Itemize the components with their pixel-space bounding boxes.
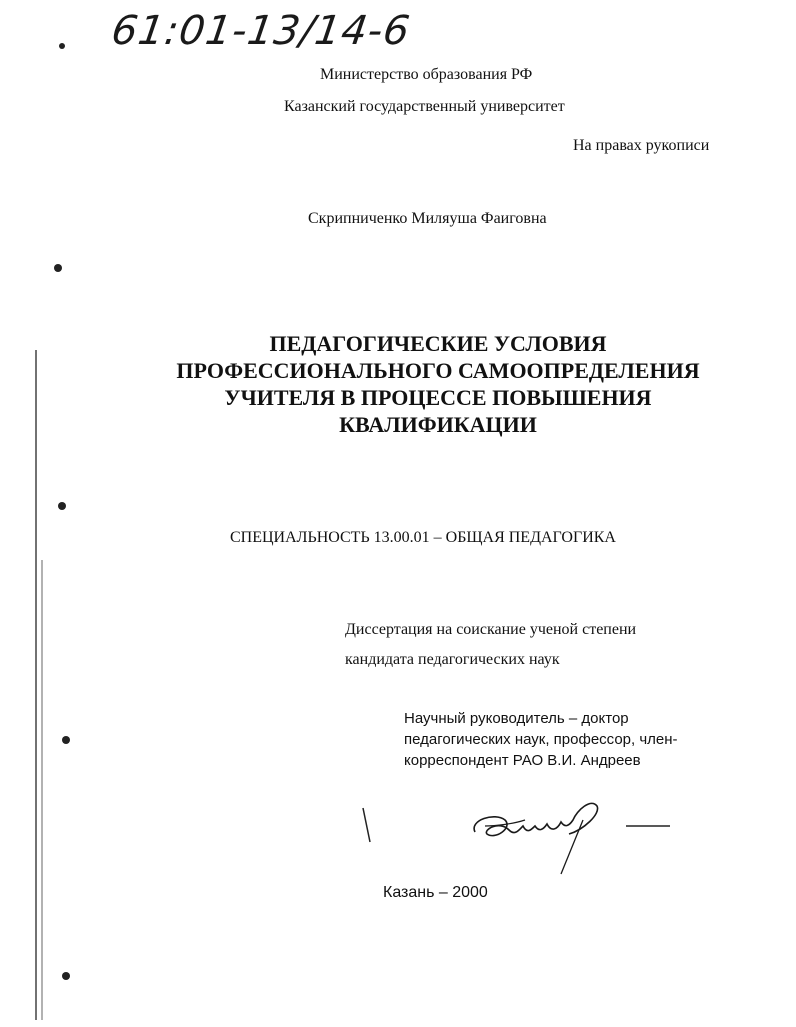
supervisor-line: Научный руководитель – доктор <box>404 710 629 727</box>
title-line: КВАЛИФИКАЦИИ <box>339 412 537 437</box>
specialty: СПЕЦИАЛЬНОСТЬ 13.00.01 – ОБЩАЯ ПЕДАГОГИКА <box>230 529 616 546</box>
ministry-name: Министерство образования РФ <box>320 66 533 83</box>
punch-hole-mark <box>58 502 66 510</box>
punch-hole-mark <box>62 972 70 980</box>
signature <box>465 790 615 880</box>
degree-line: кандидата педагогических наук <box>345 651 560 668</box>
punch-hole-mark <box>62 736 70 744</box>
punch-hole-mark <box>59 43 65 49</box>
degree-line: Диссертация на соискание ученой степени <box>345 621 637 638</box>
archive-code: 61:01-13/14-6 <box>108 8 414 54</box>
title-line: УЧИТЕЛЯ В ПРОЦЕССЕ ПОВЫШЕНИЯ <box>224 385 652 410</box>
punch-hole-mark <box>54 264 62 272</box>
author-name: Скрипниченко Миляуша Фаиговна <box>308 210 547 227</box>
title-line: ПРОФЕССИОНАЛЬНОГО САМООПРЕДЕЛЕНИЯ <box>176 358 700 383</box>
pen-stroke <box>363 808 370 842</box>
supervisor-block <box>404 708 724 771</box>
university-name: Казанский государственный университет <box>284 98 565 115</box>
manuscript-rights: На правах рукописи <box>573 137 710 154</box>
dissertation-title <box>0 330 796 438</box>
city-year: Казань – 2000 <box>383 884 488 901</box>
supervisor-line: педагогических наук, профессор, член- <box>404 731 678 748</box>
title-line: ПЕДАГОГИЧЕСКИЕ УСЛОВИЯ <box>269 331 607 356</box>
supervisor-line: корреспондент РАО В.И. Андреев <box>404 752 641 769</box>
